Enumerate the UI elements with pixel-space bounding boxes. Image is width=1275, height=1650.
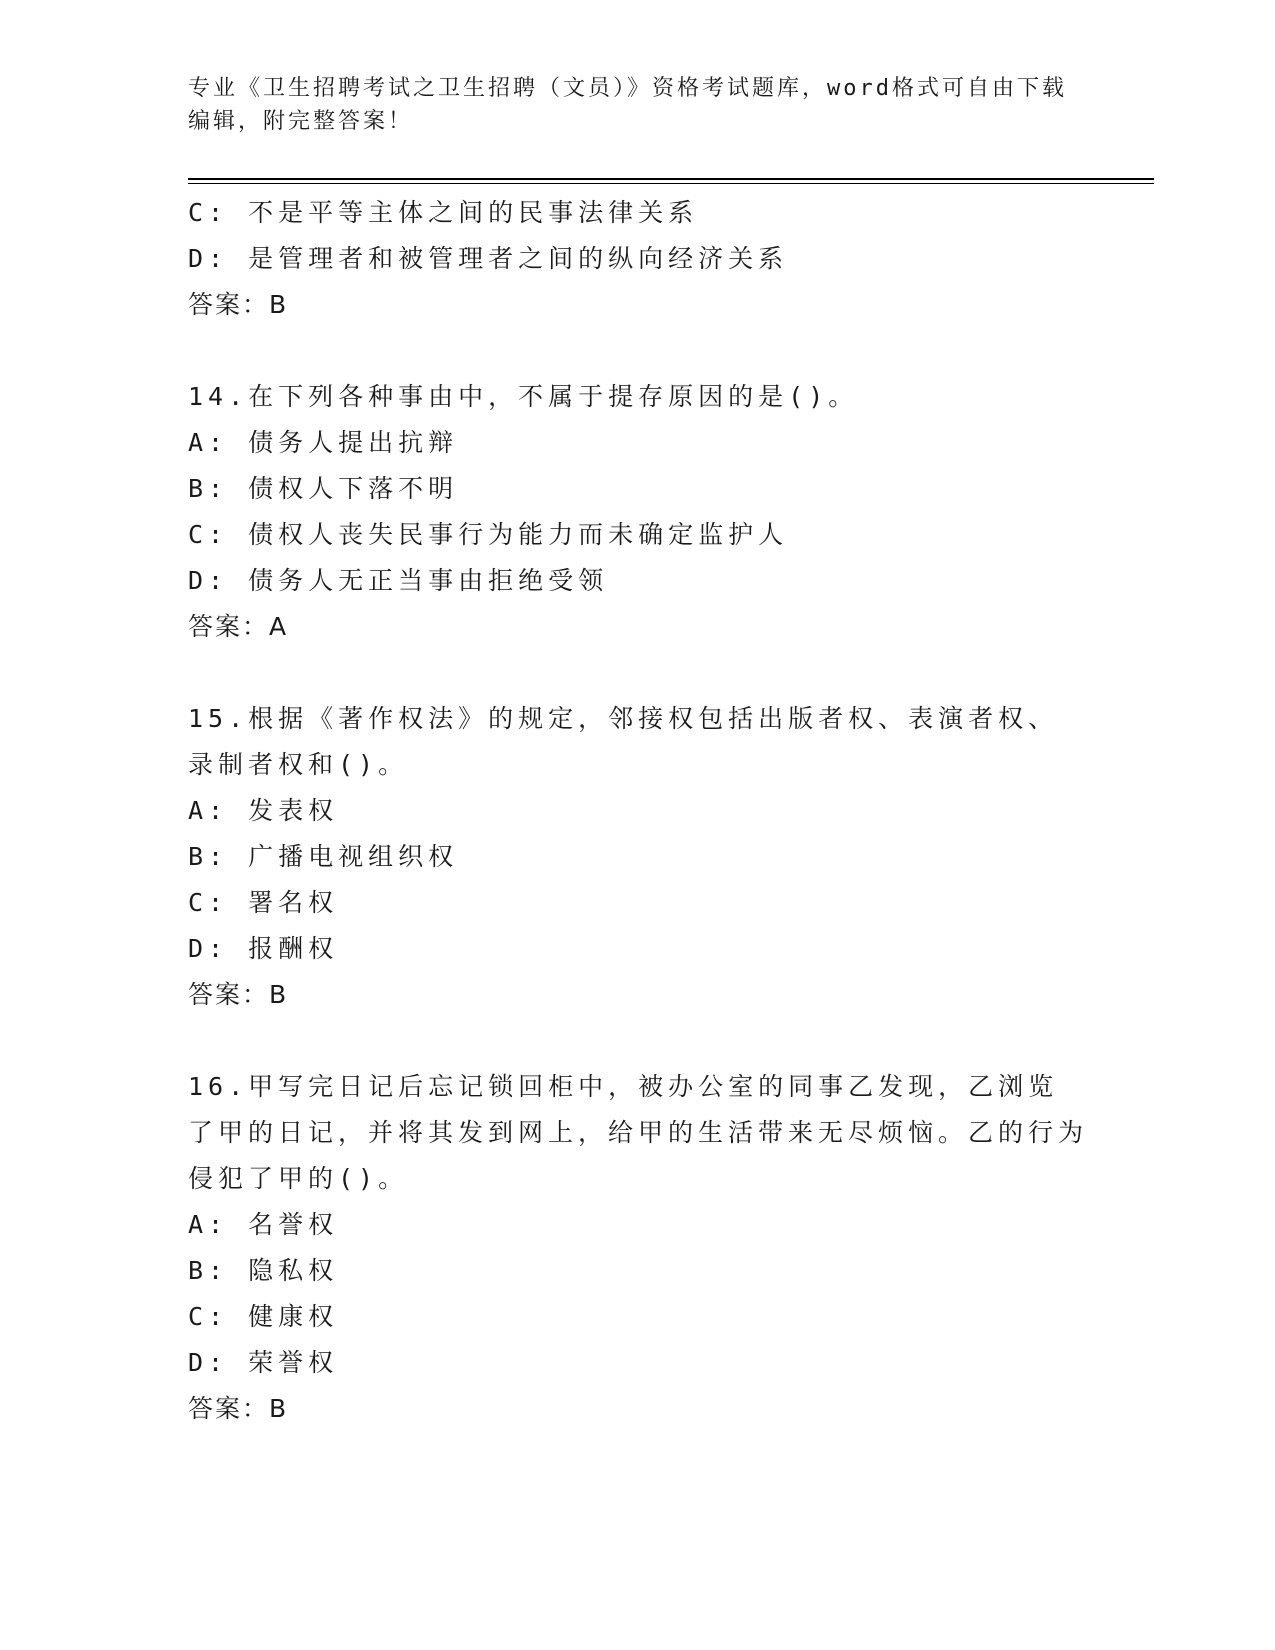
- question-stem: 15.根据《著作权法》的规定，邻接权包括出版者权、表演者权、录制者权和()。: [188, 704, 1059, 779]
- question-14: [188, 374, 1088, 650]
- answer-line: 答案：B: [188, 290, 289, 319]
- option-c: C: 健康权: [188, 1302, 339, 1331]
- option-d: D: 报酬权: [188, 934, 339, 963]
- option-a: A: 发表权: [188, 796, 339, 825]
- option-b: B: 广播电视组织权: [188, 842, 459, 871]
- option-b: B: 隐私权: [188, 1256, 339, 1285]
- option-d: D: 是管理者和被管理者之间的纵向经济关系: [188, 244, 789, 273]
- spacer: [188, 650, 1088, 696]
- question-list: [188, 190, 1088, 1432]
- option-c: C: 署名权: [188, 888, 339, 917]
- option-a: A: 名誉权: [188, 1210, 339, 1239]
- option-c: C: 不是平等主体之间的民事法律关系: [188, 198, 699, 227]
- spacer: [188, 328, 1088, 374]
- question-stem: 14.在下列各种事由中，不属于提存原因的是()。: [188, 382, 859, 411]
- answer-line: 答案：B: [188, 1394, 289, 1423]
- spacer: [188, 1018, 1088, 1064]
- header-divider-thick: [188, 178, 1154, 180]
- option-a: A: 债务人提出抗辩: [188, 428, 459, 457]
- page-header: 专业《卫生招聘考试之卫生招聘（文员）》资格考试题库，word格式可自由下载编辑，附完整答案！: [188, 76, 1067, 134]
- option-b: B: 债权人下落不明: [188, 474, 459, 503]
- answer-line: 答案：B: [188, 980, 289, 1009]
- header-divider-thin: [188, 183, 1154, 184]
- option-d: D: 债务人无正当事由拒绝受领: [188, 566, 609, 595]
- question-15: [188, 696, 1088, 1018]
- question-13-continuation: [188, 190, 1088, 328]
- option-d: D: 荣誉权: [188, 1348, 339, 1377]
- option-c: C: 债权人丧失民事行为能力而未确定监护人: [188, 520, 789, 549]
- question-16: [188, 1064, 1088, 1432]
- question-stem: 16.甲写完日记后忘记锁回柜中，被办公室的同事乙发现，乙浏览了甲的日记，并将其发到网上，给甲的生活带来无尽烦恼。乙的行为侵犯了甲的()。: [188, 1072, 1089, 1193]
- answer-line: 答案：A: [188, 612, 289, 641]
